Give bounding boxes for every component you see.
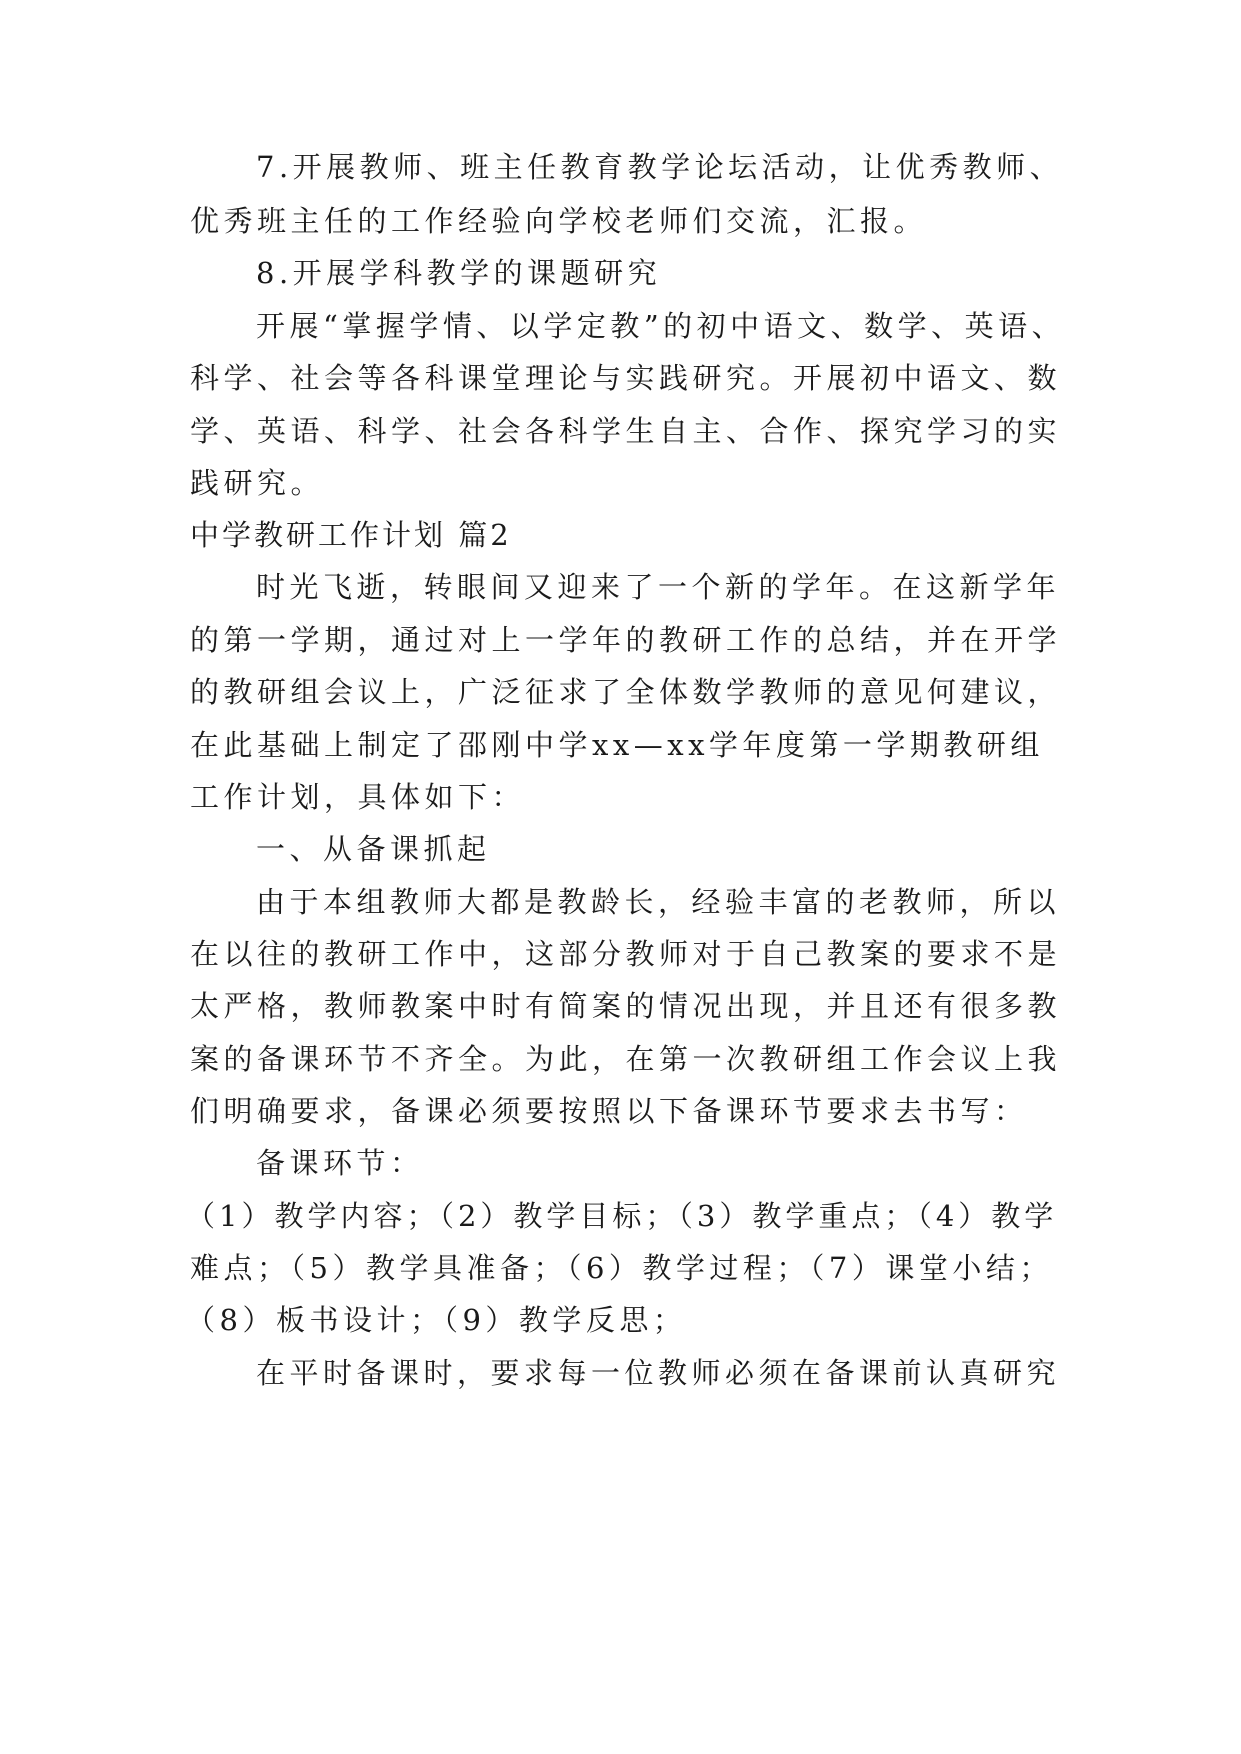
paragraph-line: 的第一学期，通过对上一学年的教研工作的总结，并在开学	[190, 623, 1062, 657]
paragraph-line: 案的备课环节不齐全。为此，在第一次教研组工作会议上我	[190, 1042, 1062, 1076]
paragraph-line: 优秀班主任的工作经验向学校老师们交流，汇报。	[190, 204, 928, 238]
section-item-8: 8.开展学科教学的课题研究	[256, 256, 662, 290]
list-line: （8）板书设计；（9）教学反思；	[186, 1303, 687, 1337]
paragraph-line: 在此基础上制定了邵刚中学xx—xx学年度第一学期教研组	[190, 728, 1044, 762]
section-heading: 一、从备课抓起	[256, 832, 491, 866]
paragraph-line: 在以往的教研工作中，这部分教师对于自己教案的要求不是	[190, 937, 1062, 971]
paragraph-line: 太严格，教师教案中时有简案的情况出现，并且还有很多教	[190, 989, 1062, 1023]
paragraph-line: 工作计划，具体如下：	[190, 780, 526, 814]
list-line: 难点；（5）教学具准备；（6）教学过程；（7）课堂小结；	[190, 1251, 1053, 1285]
paragraph-line: 践研究。	[190, 466, 325, 500]
paragraph-line: 由于本组教师大都是教龄长，经验丰富的老教师，所以	[256, 885, 1061, 919]
paragraph-line: 在平时备课时，要求每一位教师必须在备课前认真研究	[256, 1356, 1061, 1390]
paragraph-line: 开展“掌握学情、以学定教”的初中语文、数学、英语、	[256, 309, 1066, 343]
paragraph-line: 们明确要求，备课必须要按照以下备课环节要求去书写：	[190, 1094, 1028, 1128]
paragraph-line: 的教研组会议上，广泛征求了全体数学教师的意见何建议，	[190, 675, 1062, 709]
list-label: 备课环节：	[256, 1146, 424, 1180]
paragraph-line: 时光飞逝，转眼间又迎来了一个新的学年。在这新学年	[256, 570, 1061, 604]
list-line: （1）教学内容；（2）教学目标；（3）教学重点；（4）教学	[186, 1199, 1058, 1233]
article-title: 中学教研工作计划 篇2	[190, 518, 512, 552]
paragraph-line: 学、英语、科学、社会各科学生自主、合作、探究学习的实	[190, 414, 1062, 448]
paragraph-line: 7.开展教师、班主任教育教学论坛活动，让优秀教师、	[256, 150, 1064, 184]
paragraph-line: 科学、社会等各科课堂理论与实践研究。开展初中语文、数	[190, 361, 1062, 395]
